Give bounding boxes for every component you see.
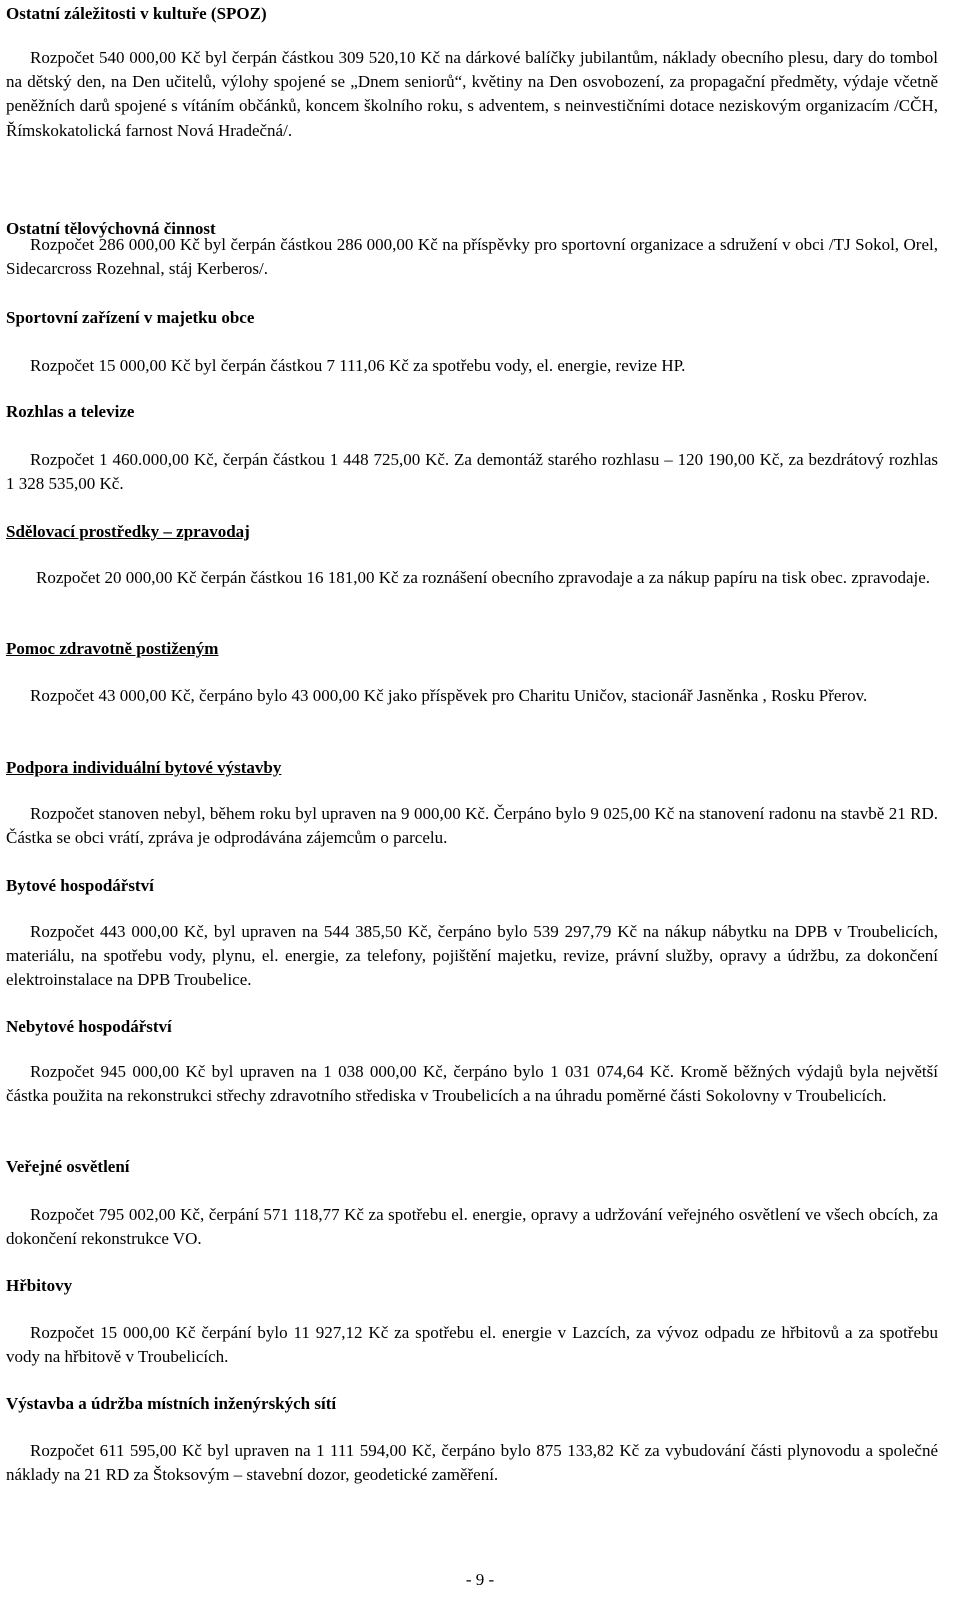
heading-nebytove-hospodarstvi: Nebytové hospodářství <box>6 1017 172 1036</box>
paragraph-verejne-osvetleni: Rozpočet 795 002,00 Kč, čerpání 571 118,77 Kč za spotřebu el. energie, opravy a udržování veřejného osvětlení ve všech obcích, za dokončení rekonstrukce VO. <box>6 1205 938 1249</box>
heading-telovychova: Ostatní tělovýchovná činnost <box>6 219 216 238</box>
heading-zpravodaj: Sdělovací prostředky – zpravodaj <box>6 522 250 541</box>
paragraph-rozhlas: Rozpočet 1 460.000,00 Kč, čerpán částkou 1 448 725,00 Kč. Za demontáž starého rozhlasu – 120 190,00 Kč, za bezdrátový rozhlas 1 328 535,00 Kč. <box>6 450 938 494</box>
paragraph-bytove-hospodarstvi: Rozpočet 443 000,00 Kč, byl upraven na 544 385,50 Kč, čerpáno bylo 539 297,79 Kč na nákup nábytku na DPB v Troubelicích, materiálu, na spotřebu vody, plynu, el. energie, za telefony, pojištění majetku, revize, právní služby, opravy a údržbu, za dokončení elektroinstalace na DPB Troubelice. <box>6 922 938 990</box>
paragraph-hrbitovy: Rozpočet 15 000,00 Kč čerpání bylo 11 927,12 Kč za spotřebu el. energie v Lazcích, za vývoz odpadu ze hřbitovů a za spotřebu vody na hřbitově v Troubelicích. <box>6 1323 938 1367</box>
heading-rozhlas: Rozhlas a televize <box>6 402 135 421</box>
heading-zdravotne-postizenym: Pomoc zdravotně postiženým <box>6 639 219 658</box>
heading-spoz: Ostatní záležitosti v kultuře (SPOZ) <box>6 4 267 23</box>
paragraph-sportovni-zarizeni: Rozpočet 15 000,00 Kč byl čerpán částkou 7 111,06 Kč za spotřebu vody, el. energie, revize HP. <box>30 356 686 375</box>
paragraph-bytova-vystavba: Rozpočet stanoven nebyl, během roku byl upraven na 9 000,00 Kč. Čerpáno bylo 9 025,00 Kč na stanovení radonu na stavbě 21 RD. Částka se obci vrátí, zpráva je odprodávána zájemcům o parcelu. <box>6 804 938 848</box>
heading-bytova-vystavba: Podpora individuální bytové výstavby <box>6 758 282 777</box>
paragraph-zpravodaj: Rozpočet 20 000,00 Kč čerpán částkou 16 181,00 Kč za roznášení obecního zpravodaje a za nákup papíru na tisk obec. zpravodaje. <box>36 568 931 587</box>
heading-inzenyrske-site: Výstavba a údržba místních inženýrských sítí <box>6 1394 337 1413</box>
heading-verejne-osvetleni: Veřejné osvětlení <box>6 1157 130 1176</box>
heading-hrbitovy: Hřbitovy <box>6 1276 73 1295</box>
paragraph-inzenyrske-site: Rozpočet 611 595,00 Kč byl upraven na 1 111 594,00 Kč, čerpáno bylo 875 133,82 Kč za vybudování části plynovodu a společné náklady na 21 RD za Štoksovým – stavební dozor, geodetické zaměření. <box>6 1441 938 1485</box>
paragraph-spoz: Rozpočet 540 000,00 Kč byl čerpán částkou 309 520,10 Kč na dárkové balíčky jubilantům, náklady obecního plesu, dary do tombol na dětský den, na Den učitelů, výlohy spojené se „Dnem seniorů“, květiny na Den osvobození, za propagační předměty, výdaje včetně peněžních darů spojené s vítáním občánků, koncem školního roku, s adventem, s neinvestičními dotace neziskovým organizacím /CČH, Římskokatolická farnost Nová Hradečná/. <box>6 48 938 140</box>
heading-bytove-hospodarstvi: Bytové hospodářství <box>6 876 154 895</box>
heading-sportovni-zarizeni: Sportovní zařízení v majetku obce <box>6 308 255 327</box>
paragraph-telovychova-text: Rozpočet 286 000,00 Kč byl čerpán částkou 286 000,00 Kč na příspěvky pro sportovní organizace a sdružení v obci /TJ Sokol, Orel, Sidecarcross Rozehnal, stáj Kerberos/. <box>6 235 938 279</box>
paragraph-nebytove-hospodarstvi: Rozpočet 945 000,00 Kč byl upraven na 1 038 000,00 Kč, čerpáno bylo 1 031 074,64 Kč. Kromě běžných výdajů byla největší částka použita na rekonstrukci střechy zdravotního střediska v Troubelicích a na úhradu poměrné části Sokolovny v Troubelicích. <box>6 1062 938 1106</box>
page-number: - 9 - <box>465 1570 495 1589</box>
paragraph-zdravotne-postizenym: Rozpočet 43 000,00 Kč, čerpáno bylo 43 000,00 Kč jako příspěvek pro Charitu Uničov, stacionář Jasněnka , Rosku Přerov. <box>30 686 868 705</box>
